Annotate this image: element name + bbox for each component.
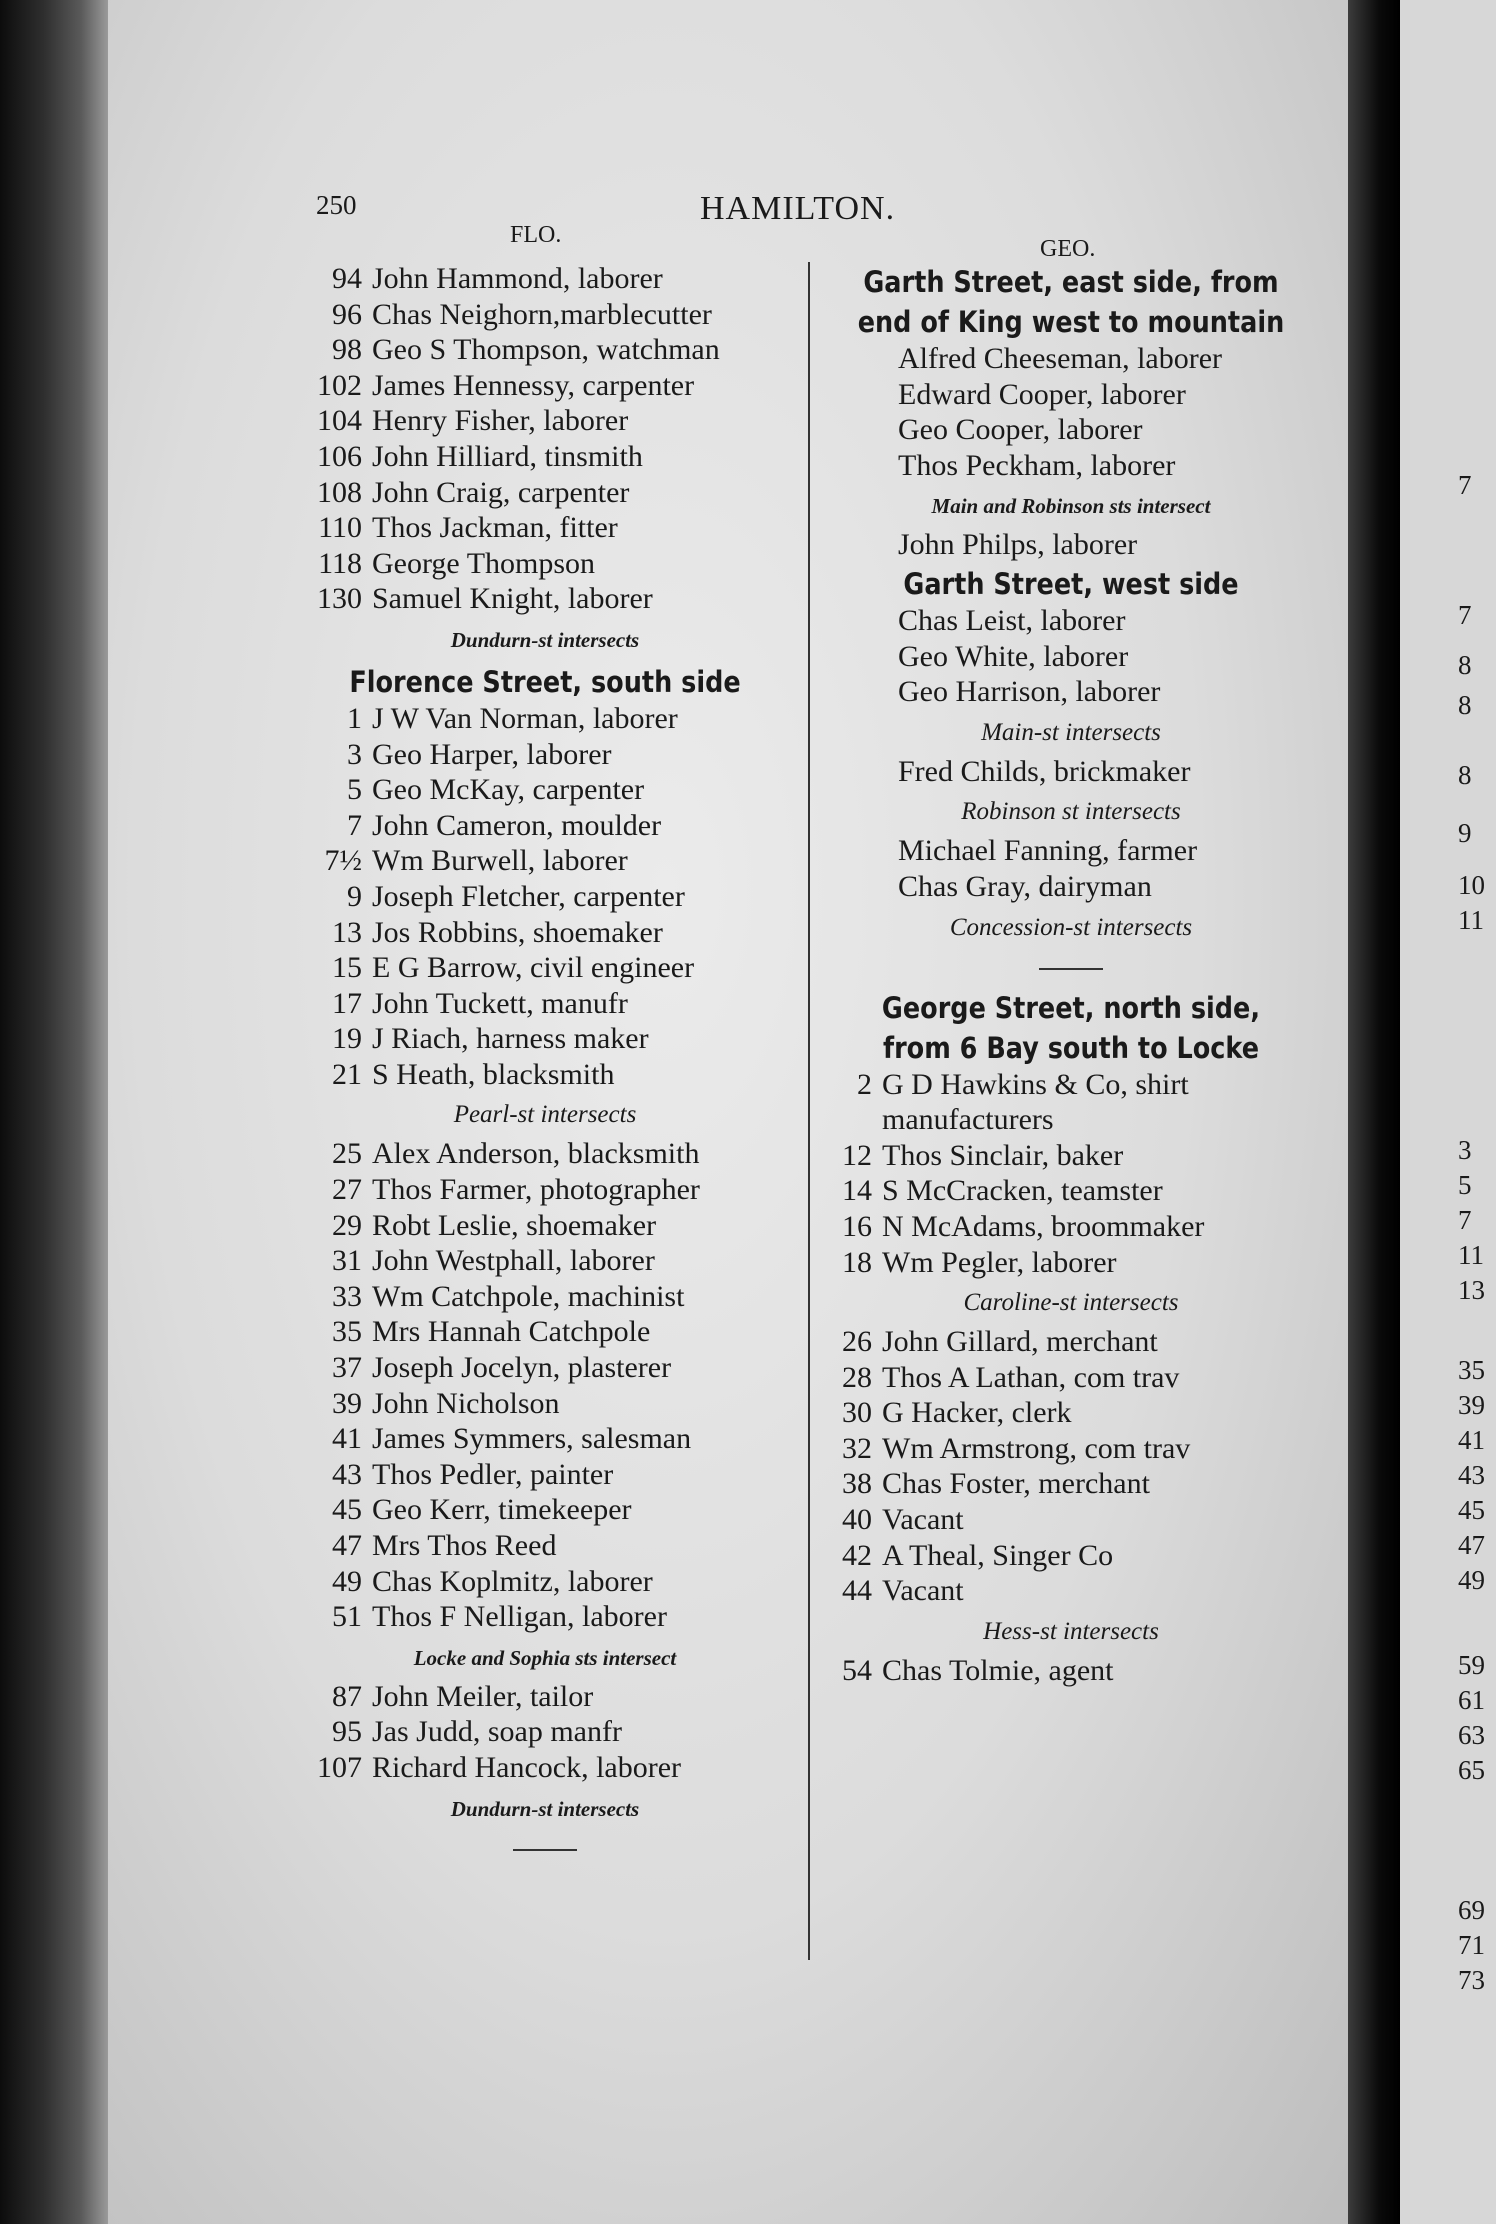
directory-entry: [826, 1139, 1316, 1175]
left-column: [300, 262, 790, 1869]
house-number: 5: [347, 773, 362, 807]
house-number: 39: [332, 1386, 362, 1420]
resident-name: Edward Cooper, laborer: [898, 377, 1186, 411]
directory-entry: [300, 1058, 790, 1094]
directory-entry: [300, 1751, 790, 1787]
directory-entry: [300, 511, 790, 547]
resident-name: Chas Foster, merchant: [882, 1467, 1150, 1501]
house-number: 27: [332, 1173, 362, 1207]
resident-name: James Hennessy, carpenter: [372, 368, 695, 402]
house-number: 87: [332, 1679, 362, 1713]
directory-entry: [826, 834, 1316, 870]
house-number: 2: [857, 1067, 872, 1101]
intersection-note: Dundurn-st intersects: [450, 1796, 640, 1821]
resident-name: Thos Peckham, laborer: [898, 448, 1176, 482]
directory-entry: [300, 1600, 790, 1636]
adjacent-page-number-fragment: 41: [1458, 1425, 1485, 1455]
house-number: 9: [347, 879, 362, 913]
directory-entry: [826, 870, 1316, 906]
resident-name: Thos Farmer, photographer: [372, 1173, 700, 1207]
adjacent-page-number-fragment: 5: [1458, 1170, 1472, 1200]
resident-name: Thos Jackman, fitter: [372, 511, 618, 545]
resident-name: Fred Childs, brickmaker: [898, 754, 1191, 788]
resident-name: Vacant: [882, 1574, 964, 1608]
resident-name: Thos F Nelligan, laborer: [372, 1600, 667, 1634]
house-number: 44: [842, 1574, 872, 1608]
house-number: 30: [842, 1396, 872, 1430]
house-number: 14: [842, 1174, 872, 1208]
adjacent-page-edge: [1400, 0, 1496, 2224]
directory-entry: [300, 1173, 790, 1209]
adjacent-page-number-fragment: 13: [1458, 1275, 1485, 1305]
house-number: 118: [318, 546, 362, 580]
adjacent-page-number-fragment: 7: [1458, 470, 1472, 500]
directory-entry: [826, 1103, 1316, 1139]
page-number: 250: [316, 190, 357, 220]
house-number: 12: [842, 1138, 872, 1172]
adjacent-page-number-fragment: 73: [1458, 1965, 1485, 1995]
resident-name: John Meiler, tailor: [372, 1679, 594, 1713]
resident-name: Jos Robbins, shoemaker: [372, 915, 663, 949]
resident-name: Mrs Hannah Catchpole: [372, 1315, 651, 1349]
resident-name: Chas Neighorn,marblecutter: [372, 297, 712, 331]
adjacent-page-number-fragment: 11: [1458, 1240, 1484, 1270]
house-number: 108: [317, 475, 362, 509]
directory-entry: [300, 440, 790, 476]
directory-entry: [300, 582, 790, 618]
house-number: 43: [332, 1457, 362, 1491]
intersection-note: Locke and Sophia sts intersect: [413, 1645, 677, 1670]
intersection-note: Concession-st intersects: [949, 913, 1193, 941]
resident-name: Jas Judd, soap manfr: [372, 1715, 622, 1749]
resident-name: A Theal, Singer Co: [882, 1538, 1114, 1572]
adjacent-page-number-fragment: 10: [1458, 870, 1485, 900]
adjacent-page-number-fragment: 69: [1458, 1895, 1485, 1925]
directory-entry: [826, 1574, 1316, 1610]
directory-entry: [826, 1432, 1316, 1468]
resident-name: Geo Harper, laborer: [372, 737, 612, 771]
directory-entry: [300, 1565, 790, 1601]
resident-name: John Philps, laborer: [898, 528, 1138, 562]
directory-entry: [300, 1022, 790, 1058]
resident-name: manufacturers: [882, 1103, 1054, 1137]
directory-entry: [300, 809, 790, 845]
resident-name: Geo Kerr, timekeeper: [372, 1493, 632, 1527]
house-number: 37: [332, 1351, 362, 1385]
resident-name: John Craig, carpenter: [372, 475, 630, 509]
resident-name: Mrs Thos Reed: [372, 1529, 557, 1562]
resident-name: Chas Tolmie, agent: [882, 1653, 1114, 1687]
directory-entry: [826, 1361, 1316, 1397]
resident-name: Chas Gray, dairyman: [898, 869, 1152, 903]
house-number: 13: [332, 915, 362, 949]
house-number: 26: [842, 1325, 872, 1359]
resident-name: S Heath, blacksmith: [372, 1057, 615, 1091]
directory-entry: [826, 1467, 1316, 1503]
resident-name: Chas Koplmitz, laborer: [372, 1564, 653, 1598]
directory-entry: [826, 1246, 1316, 1282]
directory-entry: [826, 755, 1316, 791]
directory-entry: [300, 1493, 790, 1529]
resident-name: John Gillard, merchant: [882, 1325, 1158, 1359]
adjacent-page-number-fragment: 43: [1458, 1460, 1485, 1490]
adjacent-page-number-fragment: 47: [1458, 1530, 1485, 1560]
house-number: 104: [317, 404, 362, 438]
resident-name: Alfred Cheeseman, laborer: [898, 342, 1223, 375]
resident-name: Thos A Lathan, com trav: [882, 1360, 1180, 1394]
directory-entry: [300, 1387, 790, 1423]
resident-name: Geo Cooper, laborer: [898, 413, 1143, 447]
intersection-note: Robinson st intersects: [961, 798, 1181, 826]
directory-entry: [826, 1654, 1316, 1690]
adjacent-page-number-fragment: 7: [1458, 600, 1472, 630]
directory-entry: [300, 1458, 790, 1494]
house-number: 19: [332, 1022, 362, 1056]
resident-name: Joseph Jocelyn, plasterer: [372, 1351, 672, 1385]
adjacent-page-number-fragment: 63: [1458, 1720, 1485, 1750]
directory-entry: [826, 1174, 1316, 1210]
resident-name: Wm Pegler, laborer: [882, 1245, 1117, 1279]
directory-entry: [300, 987, 790, 1023]
house-number: 31: [332, 1244, 362, 1278]
directory-entry: [826, 1539, 1316, 1575]
column-divider: [808, 262, 810, 1960]
resident-name: S McCracken, teamster: [882, 1174, 1163, 1208]
house-number: 49: [332, 1564, 362, 1598]
directory-entry: [826, 342, 1316, 378]
resident-name: Geo White, laborer: [898, 639, 1129, 673]
street-heading: George Street, north side, from 6 Bay south to Locke: [881, 990, 1261, 1065]
intersection-note: Main-st intersects: [981, 718, 1161, 746]
adjacent-page-number-fragment: 9: [1458, 818, 1472, 848]
intersection-note: Hess-st intersects: [983, 1617, 1159, 1645]
house-number: 38: [842, 1467, 872, 1501]
directory-entry: [300, 844, 790, 880]
guide-word-left: FLO.: [510, 222, 562, 248]
rule-line: [1039, 968, 1103, 970]
directory-entry: [300, 333, 790, 369]
adjacent-page-number-fragment: 11: [1458, 905, 1484, 935]
house-number: 45: [332, 1493, 362, 1527]
adjacent-page-number-fragment: 8: [1458, 760, 1472, 790]
resident-name: Vacant: [882, 1503, 964, 1537]
directory-entry: [300, 1529, 790, 1565]
directory-entry: [300, 1209, 790, 1245]
guide-word-right: GEO.: [1040, 236, 1096, 262]
house-number: 25: [332, 1137, 362, 1171]
house-number: 94: [332, 262, 362, 295]
house-number: 28: [842, 1360, 872, 1394]
resident-name: Geo S Thompson, watchman: [372, 333, 720, 367]
directory-entry: [300, 880, 790, 916]
house-number: 16: [842, 1209, 872, 1243]
street-heading: Garth Street, east side, from end of King west to mountain: [857, 265, 1285, 339]
house-number: 47: [332, 1529, 362, 1562]
house-number: 42: [842, 1538, 872, 1572]
house-number: 107: [317, 1750, 362, 1784]
directory-entry: [826, 413, 1316, 449]
directory-entry: [300, 369, 790, 405]
resident-name: Joseph Fletcher, carpenter: [372, 879, 685, 913]
directory-entry: [300, 1422, 790, 1458]
directory-entry: [826, 1503, 1316, 1539]
directory-entry: [300, 476, 790, 512]
house-number: 102: [317, 368, 362, 402]
adjacent-page-number-fragment: 59: [1458, 1650, 1485, 1680]
adjacent-page-number-fragment: 45: [1458, 1495, 1485, 1525]
resident-name: G D Hawkins & Co, shirt: [882, 1067, 1189, 1101]
resident-name: Geo McKay, carpenter: [372, 773, 645, 807]
directory-entry: [826, 449, 1316, 485]
resident-name: Thos Pedler, painter: [372, 1457, 614, 1491]
resident-name: Michael Fanning, farmer: [898, 834, 1198, 868]
directory-entry: [300, 404, 790, 440]
adjacent-page-number-fragment: 8: [1458, 690, 1472, 720]
directory-entry: [300, 1351, 790, 1387]
directory-entry: [826, 640, 1316, 676]
directory-entry: [300, 1137, 790, 1173]
house-number: 95: [332, 1715, 362, 1749]
resident-name: John Hilliard, tinsmith: [372, 439, 643, 473]
resident-name: Richard Hancock, laborer: [372, 1750, 682, 1784]
resident-name: John Nicholson: [372, 1386, 560, 1420]
directory-entry: [300, 547, 790, 583]
page-gutter: [1348, 0, 1400, 2224]
directory-entry: [826, 1068, 1316, 1104]
right-column: [826, 262, 1316, 1689]
adjacent-page-number-fragment: 8: [1458, 650, 1472, 680]
directory-entry: [300, 1315, 790, 1351]
resident-name: Geo Harrison, laborer: [898, 675, 1161, 709]
directory-entry: [300, 738, 790, 774]
house-number: 7½: [324, 844, 362, 878]
house-number: 41: [332, 1422, 362, 1456]
directory-entry: [826, 675, 1316, 711]
directory-entry: [300, 298, 790, 334]
house-number: 15: [332, 951, 362, 985]
resident-name: John Westphall, laborer: [372, 1244, 655, 1278]
house-number: 17: [332, 986, 362, 1020]
directory-entry: [300, 1680, 790, 1716]
adjacent-page-number-fragment: 7: [1458, 1205, 1472, 1235]
house-number: 35: [332, 1315, 362, 1349]
house-number: 1: [347, 701, 362, 735]
adjacent-page-number-fragment: 3: [1458, 1135, 1472, 1165]
resident-name: J W Van Norman, laborer: [372, 701, 678, 735]
intersection-note: Dundurn-st intersects: [450, 627, 640, 652]
directory-entry: [300, 773, 790, 809]
directory-entry: [300, 1280, 790, 1316]
directory-entry: [300, 1715, 790, 1751]
house-number: 106: [317, 439, 362, 473]
directory-entry: [826, 528, 1316, 564]
intersection-note: Pearl-st intersects: [453, 1101, 637, 1129]
house-number: 33: [332, 1279, 362, 1313]
resident-name: Samuel Knight, laborer: [372, 582, 653, 616]
directory-entry: [300, 1244, 790, 1280]
resident-name: James Symmers, salesman: [372, 1422, 692, 1456]
house-number: 110: [318, 511, 362, 545]
directory-entry: [300, 951, 790, 987]
house-number: 3: [347, 737, 362, 771]
house-number: 21: [332, 1057, 362, 1091]
resident-name: Wm Catchpole, machinist: [372, 1279, 685, 1313]
directory-entry: [826, 1396, 1316, 1432]
section-rule: [826, 950, 1316, 988]
directory-entry: [826, 1325, 1316, 1361]
adjacent-page-number-fragment: 39: [1458, 1390, 1485, 1420]
resident-name: John Cameron, moulder: [372, 808, 662, 842]
house-number: 51: [332, 1600, 362, 1634]
house-number: 18: [842, 1245, 872, 1279]
house-number: 32: [842, 1431, 872, 1465]
house-number: 54: [842, 1653, 872, 1687]
running-head: HAMILTON.: [700, 190, 896, 227]
resident-name: Robt Leslie, shoemaker: [372, 1208, 657, 1242]
rule-line: [513, 1849, 577, 1851]
directory-entry: [300, 702, 790, 738]
book-spine: [0, 0, 108, 2224]
directory-entry: [300, 262, 790, 298]
intersection-note: Main and Robinson sts intersect: [931, 494, 1211, 519]
adjacent-page-number-fragment: 71: [1458, 1930, 1485, 1960]
resident-name: E G Barrow, civil engineer: [372, 951, 695, 985]
resident-name: Wm Burwell, laborer: [372, 844, 628, 878]
resident-name: G Hacker, clerk: [882, 1396, 1072, 1430]
street-heading: Garth Street, west side: [903, 566, 1239, 601]
house-number: 98: [332, 333, 362, 367]
resident-name: George Thompson: [372, 546, 596, 580]
resident-name: John Tuckett, manufr: [372, 986, 628, 1020]
adjacent-page-number-fragment: 49: [1458, 1565, 1485, 1595]
house-number: 40: [842, 1503, 872, 1537]
directory-entry: [300, 916, 790, 952]
house-number: 96: [332, 297, 362, 331]
street-heading: Florence Street, south side: [349, 664, 741, 699]
directory-entry: [826, 604, 1316, 640]
house-number: 130: [317, 582, 362, 616]
resident-name: Alex Anderson, blacksmith: [372, 1137, 700, 1171]
resident-name: J Riach, harness maker: [372, 1022, 649, 1056]
house-number: 7: [347, 808, 362, 842]
directory-entry: [826, 378, 1316, 414]
resident-name: Chas Leist, laborer: [898, 603, 1126, 637]
resident-name: John Hammond, laborer: [372, 262, 663, 295]
intersection-note: Caroline-st intersects: [963, 1289, 1179, 1317]
adjacent-page-number-fragment: 65: [1458, 1755, 1485, 1785]
directory-entry: [826, 1210, 1316, 1246]
adjacent-page-number-fragment: 35: [1458, 1355, 1485, 1385]
adjacent-page-number-fragment: 61: [1458, 1685, 1485, 1715]
resident-name: Henry Fisher, laborer: [372, 404, 629, 438]
resident-name: Thos Sinclair, baker: [882, 1138, 1124, 1172]
resident-name: N McAdams, broommaker: [882, 1209, 1205, 1243]
house-number: 29: [332, 1208, 362, 1242]
section-rule: [300, 1831, 790, 1869]
resident-name: Wm Armstrong, com trav: [882, 1431, 1191, 1465]
